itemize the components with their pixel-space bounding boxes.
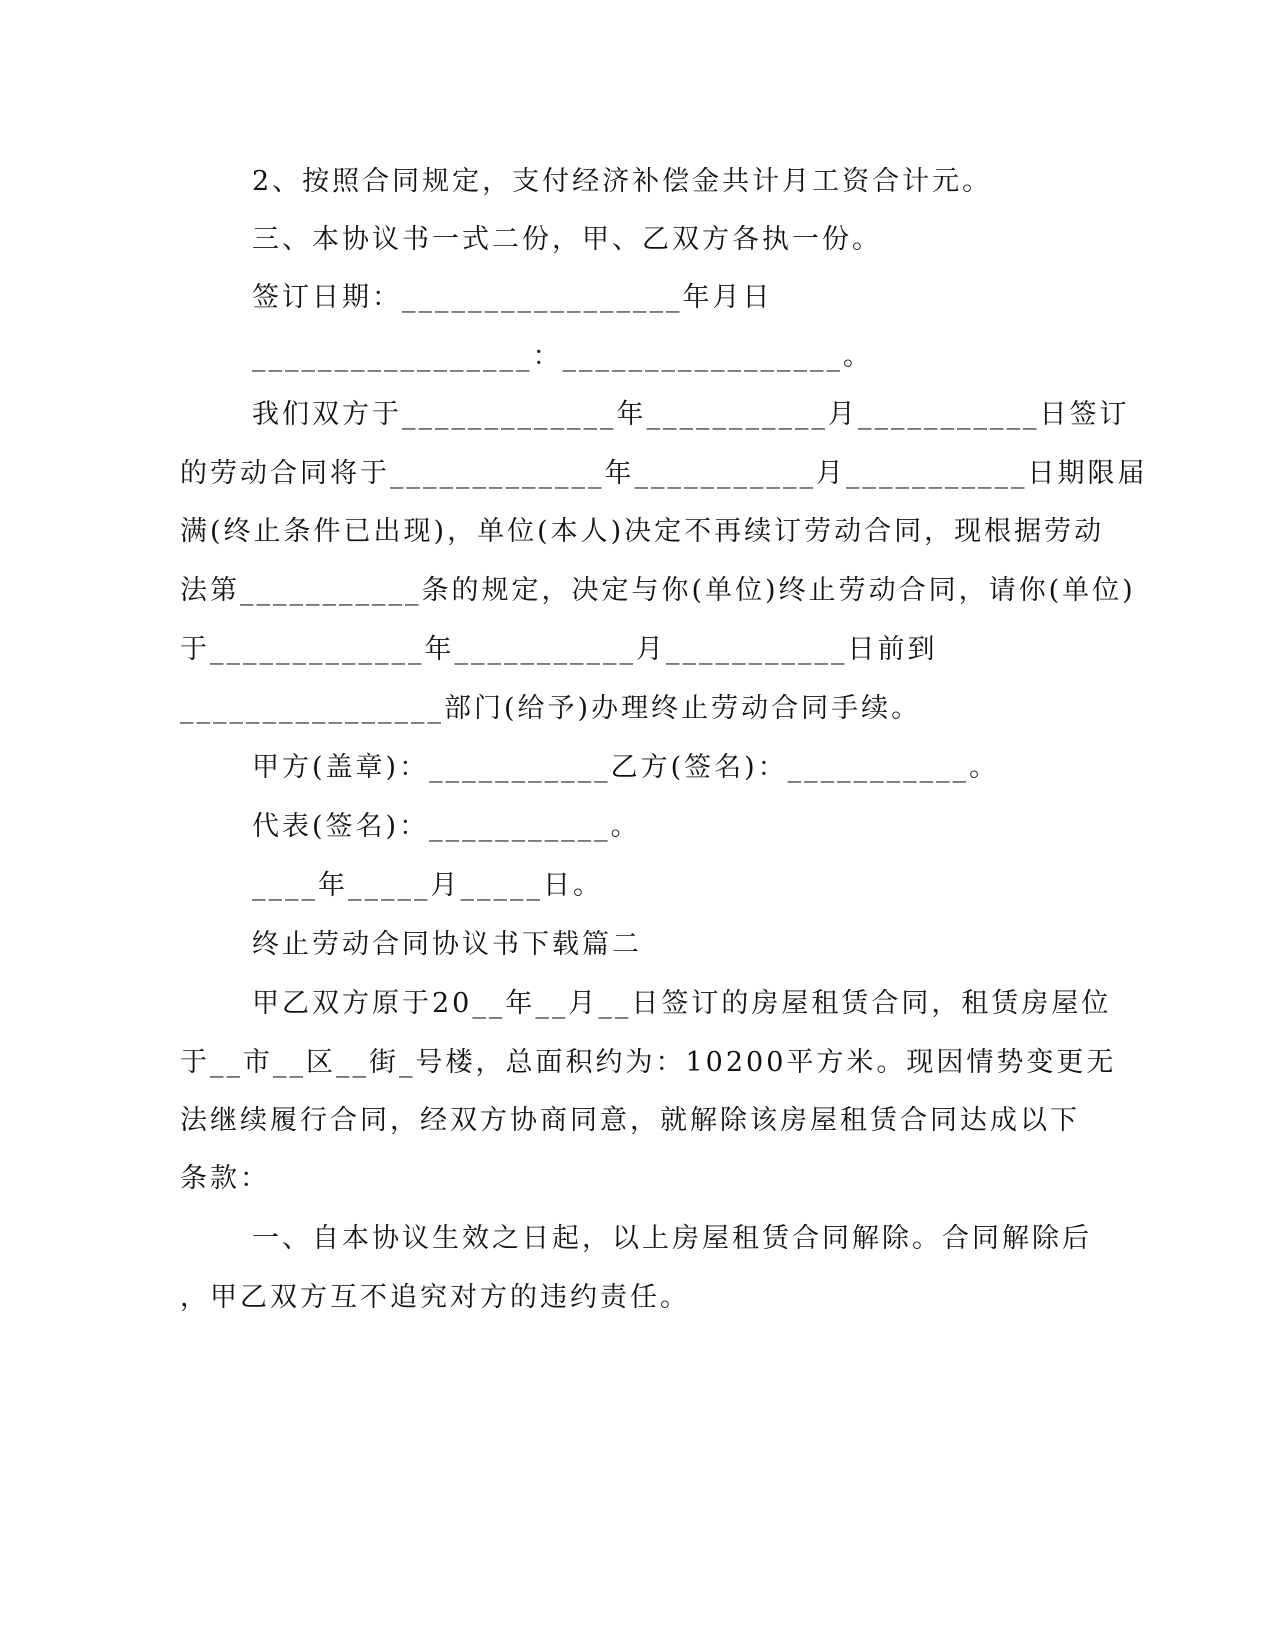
text-line: 我们双方于_____________年___________月___________日签订	[252, 399, 1130, 430]
section-heading: 终止劳动合同协议书下载篇二	[252, 929, 642, 960]
text-line: 法继续履行合同，经双方协商同意，就解除该房屋租赁合同达成以下	[180, 1105, 1080, 1136]
text-line: 代表(签名)：___________。	[252, 811, 641, 842]
text-line: 三、本协议书一式二份，甲、乙双方各执一份。	[252, 224, 882, 255]
text-line: 2、按照合同规定，支付经济补偿金共计月工资合计元。	[252, 166, 993, 197]
text-line: _________________：_________________。	[252, 341, 873, 372]
text-line: 签订日期：_________________年月日	[252, 282, 773, 313]
text-line: 满(终止条件已出现)，单位(本人)决定不再续订劳动合同，现根据劳动	[180, 516, 1105, 547]
text-line: 甲乙双方原于20__年__月__日签订的房屋租赁合同，租赁房屋位	[252, 988, 1112, 1019]
text-line: ________________部门(给予)办理终止劳动合同手续。	[180, 693, 922, 724]
text-line: 条款：	[180, 1163, 270, 1194]
text-line: 于_____________年___________月___________日前到	[180, 634, 938, 665]
text-line: ，甲乙双方互不追究对方的违约责任。	[180, 1282, 690, 1313]
text-line: 的劳动合同将于_____________年___________月___________日期限届	[180, 458, 1148, 489]
text-line: 一、自本协议生效之日起，以上房屋租赁合同解除。合同解除后	[252, 1223, 1092, 1254]
text-line: 于__市__区__街_号楼，总面积约为：10200平方米。现因情势变更无	[180, 1047, 1117, 1078]
text-line: ____年_____月_____日。	[252, 870, 603, 901]
text-line: 法第___________条的规定，决定与你(单位)终止劳动合同，请你(单位)	[180, 575, 1136, 606]
text-line: 甲方(盖章)：___________乙方(签名)：___________。	[252, 752, 1000, 783]
